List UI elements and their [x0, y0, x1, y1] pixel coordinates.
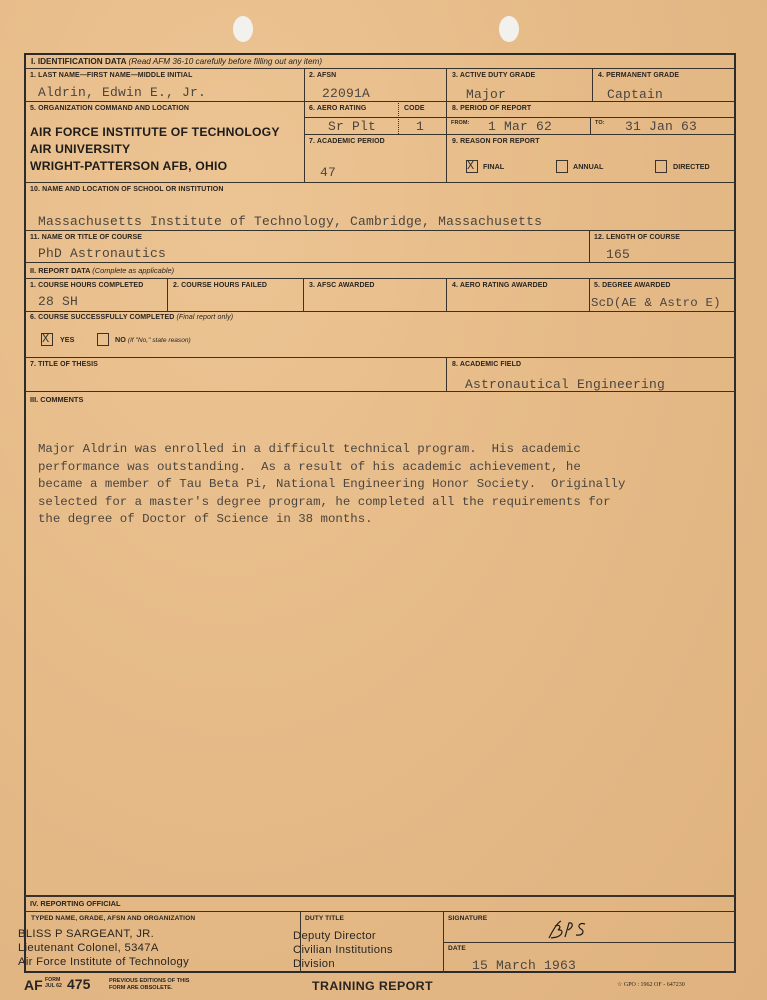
- section-note: (Read AFM 36-10 carefully before filling out any item): [128, 57, 323, 66]
- reason-directed-checkbox[interactable]: [655, 160, 667, 173]
- academic-period-value: 47: [320, 165, 337, 180]
- official-name-label: TYPED NAME, GRADE, AFSN AND ORGANIZATION: [31, 915, 196, 922]
- reason-annual-label: ANNUAL: [573, 162, 604, 171]
- no-note: (If "No," state reason): [127, 337, 191, 344]
- divider: [443, 911, 444, 973]
- organization-label: 5. ORGANIZATION COMMAND AND LOCATION: [30, 105, 190, 112]
- duty-title-line: Deputy Director: [293, 930, 376, 942]
- date-value: 15 March 1963: [472, 958, 577, 973]
- divider: [303, 278, 304, 311]
- permanent-grade-label: 4. PERMANENT GRADE: [598, 72, 680, 79]
- signature-mark: [545, 918, 595, 942]
- signature-label: SIGNATURE: [448, 915, 488, 922]
- footer-obsolete-line: PREVIOUS EDITIONS OF THIS: [109, 978, 190, 984]
- course-hours-completed-value: 28 SH: [38, 294, 79, 309]
- reason-directed-label: DIRECTED: [673, 162, 710, 171]
- from-value: 1 Mar 62: [488, 119, 553, 134]
- punch-hole: [233, 16, 253, 42]
- footer-form-word: FORM: [45, 977, 61, 983]
- completed-no-checkbox[interactable]: [97, 333, 109, 346]
- course-label: 11. NAME OR TITLE OF COURSE: [30, 234, 142, 241]
- afsn-value: 22091A: [322, 86, 371, 101]
- divider: [25, 357, 735, 358]
- duty-title-line: Civilian Institutions: [293, 944, 393, 956]
- divider: [25, 68, 735, 69]
- academic-period-label: 7. ACADEMIC PERIOD: [309, 138, 385, 145]
- footer-form-number: 475: [67, 976, 91, 992]
- official-grade: Lieutenant Colonel, 5347A: [18, 942, 159, 954]
- divider: [589, 278, 590, 311]
- organization-line: AIR UNIVERSITY: [30, 142, 131, 156]
- punch-hole: [499, 16, 519, 42]
- divider: [304, 134, 735, 135]
- aero-rating-awarded-label: 4. AERO RATING AWARDED: [452, 282, 548, 289]
- divider: [25, 182, 735, 183]
- section-report-data-header: [30, 266, 174, 275]
- section-comments-header: III. COMMENTS: [30, 395, 84, 404]
- divider: [25, 895, 735, 897]
- divider: [590, 117, 591, 134]
- divider: [446, 357, 447, 391]
- afsn-label: 2. AFSN: [309, 72, 337, 79]
- course-value: PhD Astronautics: [38, 246, 167, 261]
- divider: [304, 68, 305, 182]
- divider: [167, 278, 168, 311]
- afsc-awarded-label: 3. AFSC AWARDED: [309, 282, 375, 289]
- period-of-report-label: 8. PERIOD OF REPORT: [452, 105, 532, 112]
- footer-af: AF: [24, 977, 43, 993]
- divider: [443, 942, 735, 943]
- active-duty-grade-value: Major: [466, 87, 507, 102]
- divider: [25, 278, 735, 279]
- section-identification-header: [31, 57, 322, 66]
- to-value: 31 Jan 63: [625, 119, 698, 134]
- school-label: 10. NAME AND LOCATION OF SCHOOL OR INSTITUTION: [30, 186, 224, 193]
- course-completed-text: 6. COURSE SUCCESSFULLY COMPLETED: [30, 314, 175, 321]
- reason-for-report-label: 9. REASON FOR REPORT: [452, 138, 540, 145]
- school-value: Massachusetts Institute of Technology, Cambridge, Massachusetts: [38, 214, 543, 229]
- last-name-label: 1. LAST NAME—FIRST NAME—MIDDLE INITIAL: [30, 72, 193, 79]
- degree-awarded-value: ScD(AE & Astro E): [591, 296, 721, 310]
- course-completed-note: (Final report only): [176, 314, 234, 321]
- from-label: FROM:: [451, 120, 470, 126]
- course-completed-label: [30, 314, 233, 321]
- divider: [25, 911, 735, 912]
- last-name-value: Aldrin, Edwin E., Jr.: [38, 85, 207, 100]
- course-hours-failed-label: 2. COURSE HOURS FAILED: [173, 282, 267, 289]
- divider: [589, 230, 590, 262]
- signature-handwritten: [545, 918, 595, 942]
- divider: [446, 68, 447, 182]
- divider: [398, 101, 399, 134]
- footer-gpo: ☆ GPO : 1962 OF - 647230: [617, 982, 685, 988]
- footer-form-date: JUL 62: [45, 983, 62, 989]
- official-organization: Air Force Institute of Technology: [18, 956, 190, 968]
- completed-yes-label: YES: [60, 335, 75, 344]
- date-label: DATE: [448, 945, 466, 952]
- thesis-title-label: 7. TITLE OF THESIS: [30, 361, 98, 368]
- footer-obsolete-line: FORM ARE OBSOLETE.: [109, 984, 173, 991]
- section-reporting-official-header: IV. REPORTING OFFICIAL: [30, 899, 121, 908]
- footer-form-meta: [45, 977, 62, 989]
- length-of-course-label: 12. LENGTH OF COURSE: [594, 234, 681, 241]
- duty-title-label: DUTY TITLE: [305, 915, 344, 922]
- aero-rating-label: 6. AERO RATING: [309, 105, 367, 112]
- course-hours-completed-label: 1. COURSE HOURS COMPLETED: [30, 282, 144, 289]
- code-value: 1: [416, 119, 425, 134]
- completed-yes-checkbox[interactable]: [41, 333, 53, 346]
- section-title: I. IDENTIFICATION DATA: [31, 57, 127, 66]
- reason-final-label: FINAL: [483, 162, 505, 171]
- duty-title-line: Division: [293, 958, 335, 970]
- divider: [25, 262, 735, 263]
- divider: [25, 230, 735, 231]
- divider: [446, 278, 447, 311]
- section-title: II. REPORT DATA: [30, 266, 91, 275]
- degree-awarded-label: 5. DEGREE AWARDED: [594, 282, 671, 289]
- organization-line: WRIGHT-PATTERSON AFB, OHIO: [30, 159, 228, 173]
- aero-rating-value: Sr Plt: [328, 119, 377, 134]
- academic-field-value: Astronautical Engineering: [465, 377, 666, 392]
- no-text: NO: [115, 335, 126, 344]
- divider: [25, 311, 735, 312]
- footer-title: TRAINING REPORT: [312, 979, 433, 993]
- reason-annual-checkbox[interactable]: [556, 160, 568, 173]
- footer-obsolete-note: [109, 978, 190, 991]
- official-name: BLISS P SARGEANT, JR.: [18, 928, 155, 940]
- section-note: (Complete as applicable): [92, 266, 175, 275]
- comments-text: Major Aldrin was enrolled in a difficult technical program. His academic performance was outstanding. As a result of his academic achievement, he became a member of Tau Beta Pi, National Engineering Honor Society. Originally selected for a master's degree program, he completed all the requirements for the degree of Doctor of Science in 38 months.: [38, 442, 626, 526]
- to-label: TO:: [595, 120, 605, 126]
- permanent-grade-value: Captain: [607, 87, 664, 102]
- length-of-course-value: 165: [606, 247, 631, 262]
- completed-no-label: [115, 335, 191, 344]
- reason-final-checkbox[interactable]: [466, 160, 478, 173]
- active-duty-grade-label: 3. ACTIVE DUTY GRADE: [452, 72, 536, 79]
- code-label: CODE: [404, 105, 425, 112]
- academic-field-label: 8. ACADEMIC FIELD: [452, 361, 522, 368]
- divider: [592, 68, 593, 101]
- organization-line: AIR FORCE INSTITUTE OF TECHNOLOGY: [30, 125, 280, 139]
